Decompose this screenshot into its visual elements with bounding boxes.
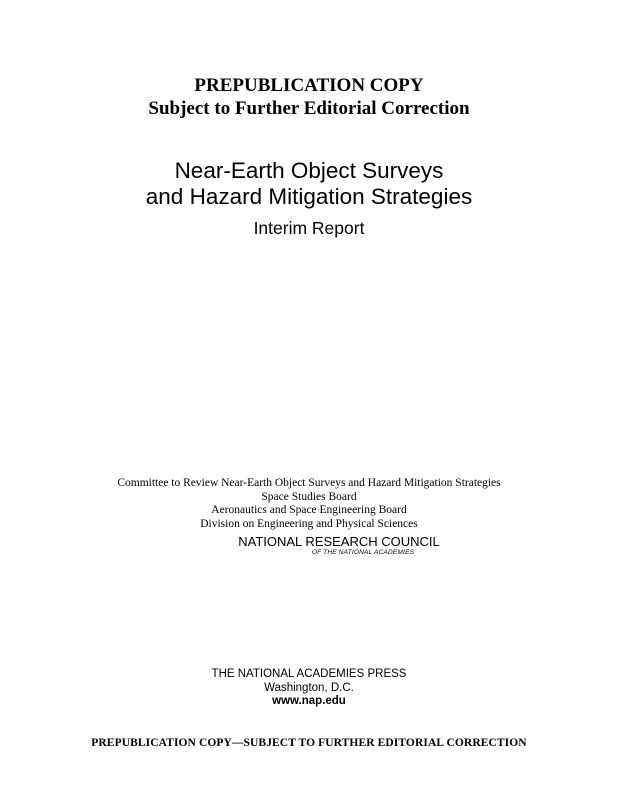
council-logo-subtext: OF THE NATIONAL ACADEMIES [311,549,415,556]
report-subtitle: Interim Report [253,218,365,238]
publisher-city: Washington, D.C. [264,681,354,694]
footer-notice: PREPUBLICATION COPY—SUBJECT TO FURTHER EDITORIAL CORRECTION [91,737,527,749]
publisher-name: THE NATIONAL ACADEMIES PRESS [211,668,407,680]
report-title-line-2: and Hazard Mitigation Strategies [145,184,473,209]
committee-name: Committee to Review Near-Earth Object Surveys and Hazard Mitigation Strategies [117,477,501,489]
editorial-correction-label: Subject to Further Editorial Correction [148,98,470,119]
publisher-block [0,668,618,709]
author-block [0,477,618,557]
division-name: Division on Engineering and Physical Sciences [200,517,418,530]
publisher-url: www.nap.edu [272,695,346,707]
board-name-aeronautics: Aeronautics and Space Engineering Board [211,504,407,516]
council-logo-text: NATIONAL RESEARCH COUNCIL [238,534,440,549]
prepublication-heading [0,74,618,120]
prepublication-label: PREPUBLICATION COPY [194,75,424,96]
report-title-line-1: Near-Earth Object Surveys [174,158,444,183]
board-name-space-studies: Space Studies Board [261,490,357,503]
title-block [0,158,618,238]
